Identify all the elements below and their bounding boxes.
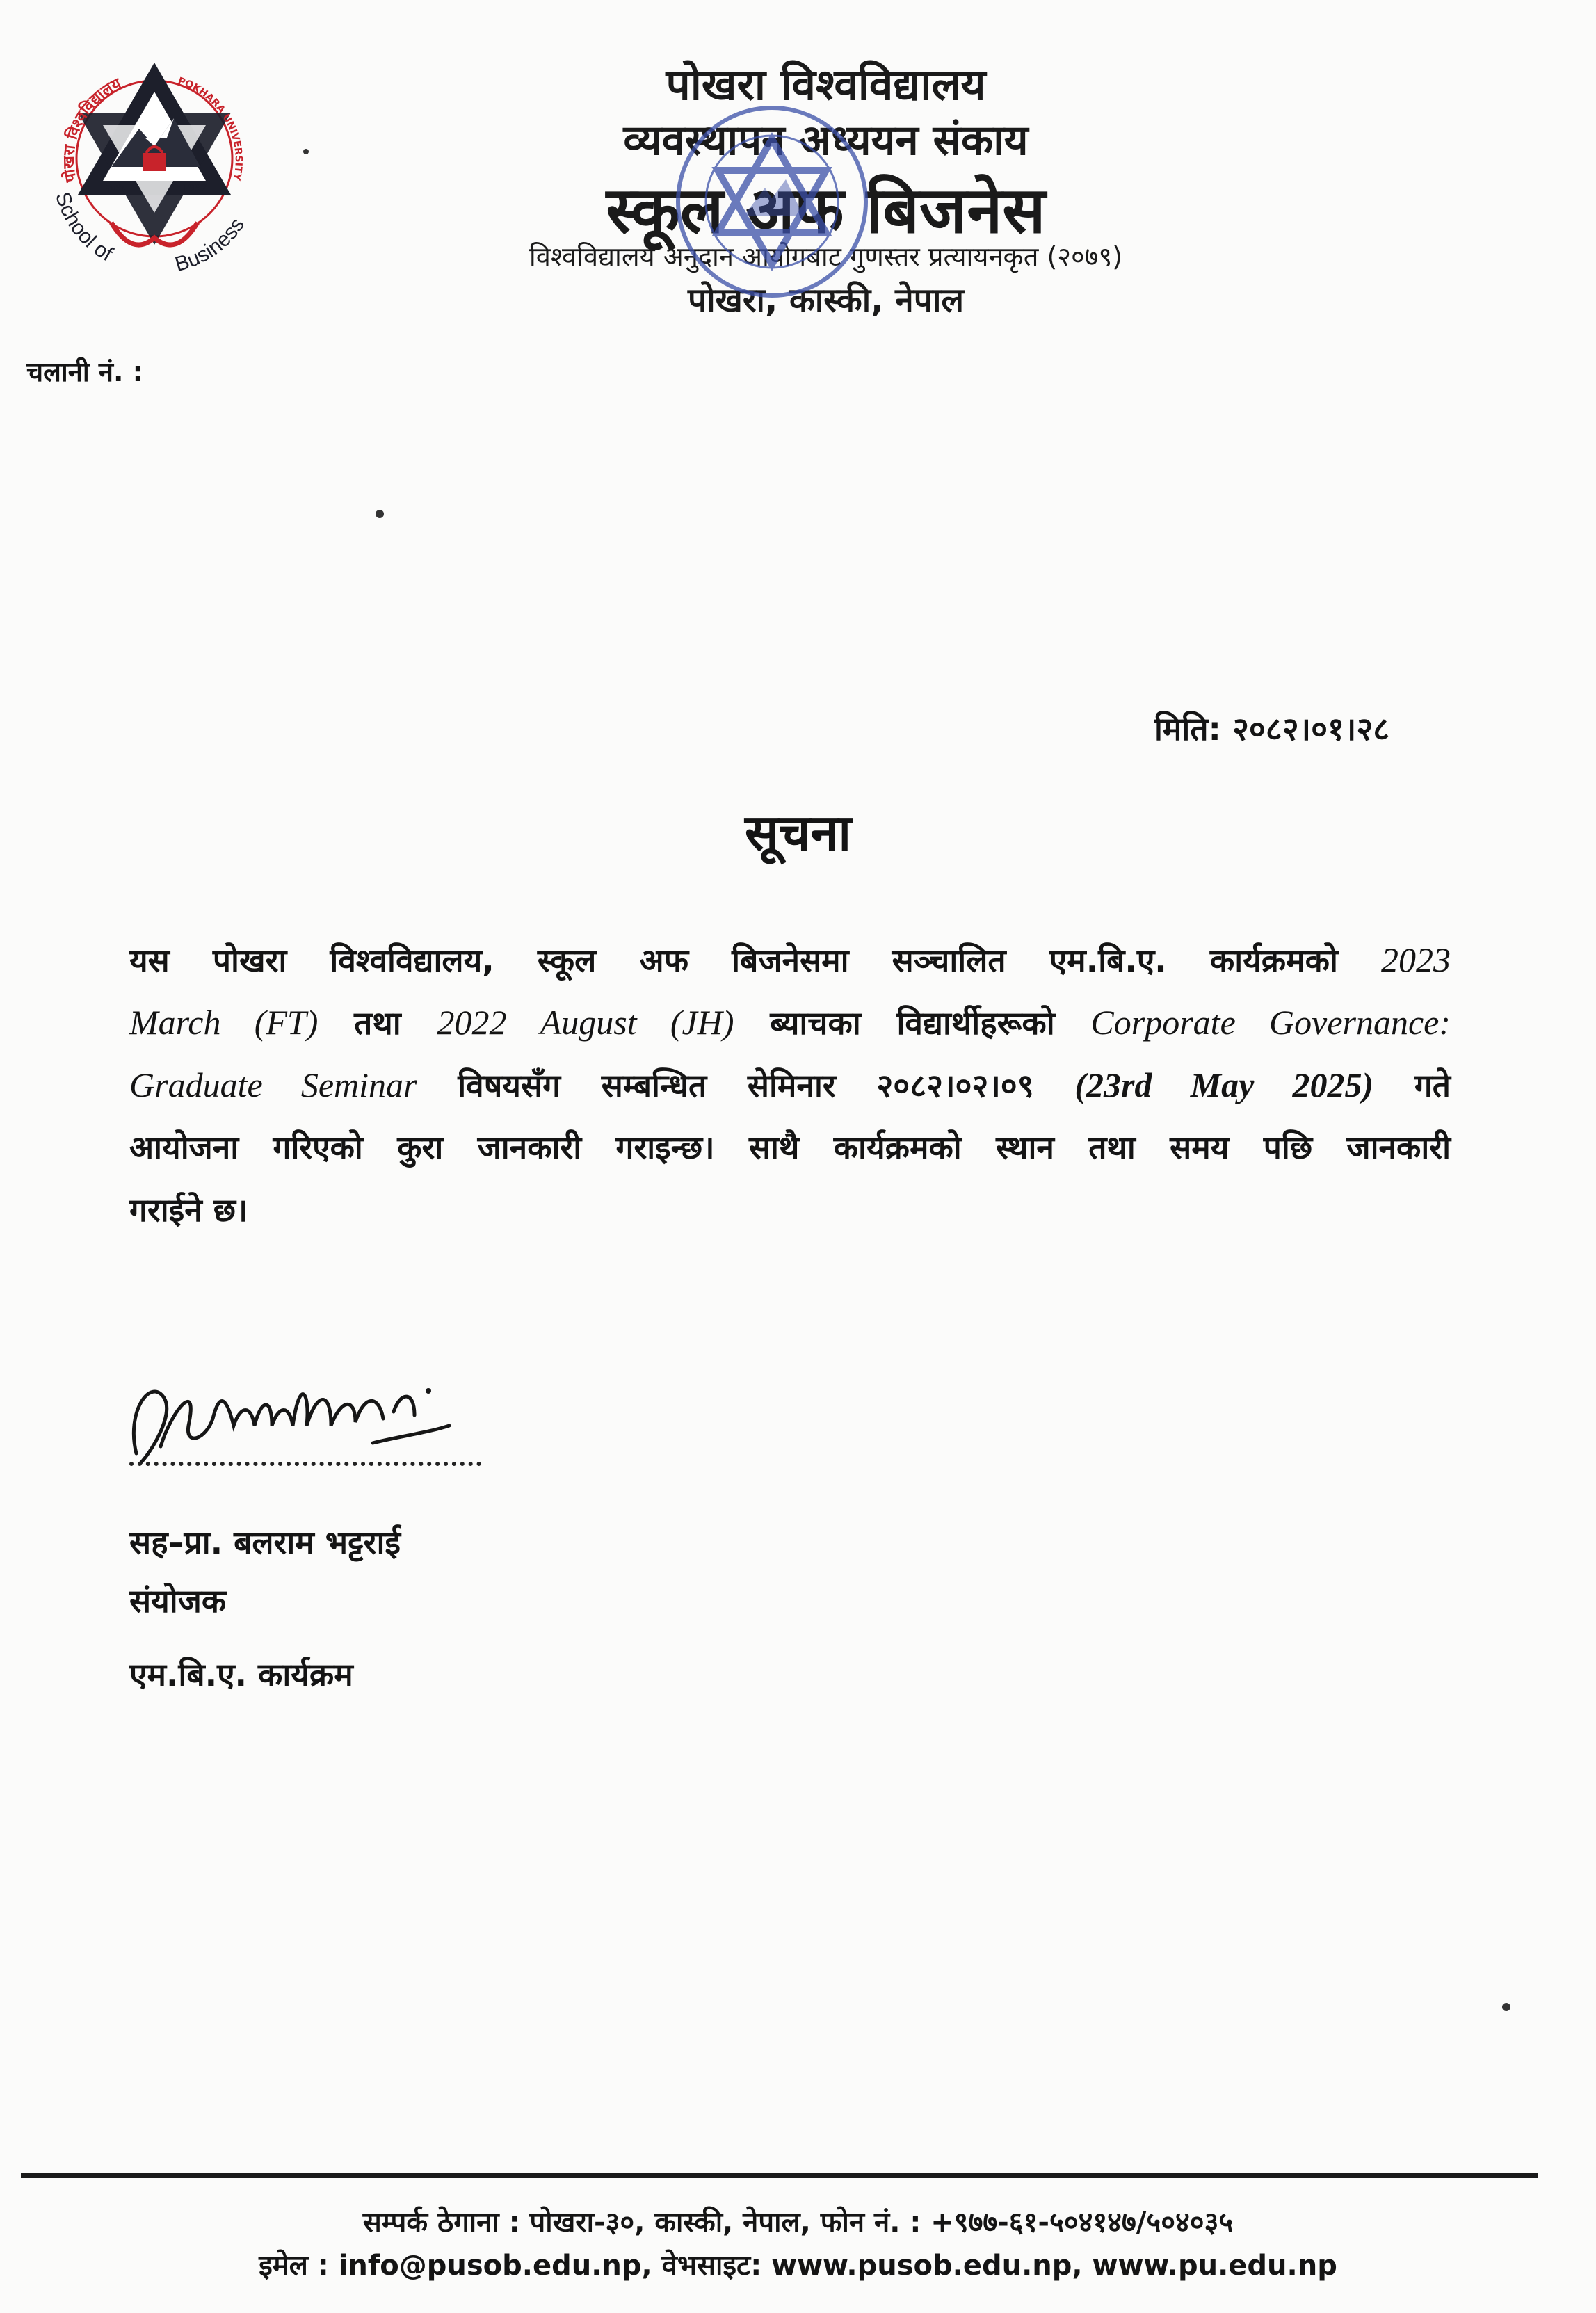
signatory-role: संयोजक: [129, 1582, 227, 1620]
accreditation-line: विश्वविद्यालय अनुदान आयोगबाट गुणस्तर प्रत्यायनकृत (२०७९): [529, 241, 1123, 272]
notice-line: [129, 1116, 1451, 1179]
logo-arc-right-text: POKHARA UNIVERSITY: [176, 75, 244, 182]
signature-dotted-line: [129, 1462, 481, 1466]
footer-web-line: इमेल : info@pusob.edu.np, वेभसाइट: www.pusob.edu.np, www.pu.edu.np: [259, 2250, 1337, 2282]
notice-text-segment: (23rd May 2025): [1074, 1065, 1374, 1104]
paper-speck: [1502, 2003, 1510, 2011]
footer-contact-line: सम्पर्क ठेगाना : पोखरा-३०, कास्की, नेपाल, फोन नं. : +९७७-६१-५०४१४७/५०४०३५: [362, 2207, 1234, 2239]
notice-text-segment: यस पोखरा विश्वविद्यालय, स्कूल अफ बिजनेसमा सञ्चालित एम.बि.ए. कार्यक्रमको: [129, 942, 1381, 979]
reference-number-label: चलानी नं. :: [26, 357, 143, 387]
paper-speck: [376, 510, 384, 518]
paper-speck: [303, 149, 309, 154]
notice-title: सूचना: [744, 803, 851, 862]
notice-line: [129, 991, 1451, 1054]
notice-text-segment: तथा: [318, 1004, 437, 1042]
notice-text-segment: आयोजना गरिएको कुरा जानकारी गराइन्छ। साथै कार्यक्रमको स्थान तथा समय पछि जानकारी: [129, 1129, 1451, 1166]
footer-divider: [21, 2173, 1538, 2178]
signatory-name: सह–प्रा. बलराम भट्टराई: [129, 1524, 401, 1561]
letterhead-address: पोखरा, कास्की, नेपाल: [687, 281, 965, 320]
university-name: पोखरा विश्वविद्यालय: [666, 59, 986, 110]
notice-text-segment: 2023: [1381, 940, 1451, 979]
logo-school-right-text: Business: [172, 213, 250, 277]
notice-line: [129, 1054, 1451, 1116]
signatory-program: एम.बि.ए. कार्यक्रम: [129, 1656, 353, 1693]
faculty-name: व्यवस्थापन अध्ययन संकाय: [623, 116, 1029, 165]
notice-body: [129, 928, 1451, 1241]
logo-arc-left-text: पोखरा विश्वविद्यालय: [61, 74, 124, 184]
notice-text-segment: विषयसँग सम्बन्धित सेमिनार २०८२।०२।०९: [417, 1067, 1075, 1104]
handwritten-signature: [122, 1349, 484, 1488]
logo-year-right: 1997: [182, 183, 207, 194]
notice-text-segment: March (FT): [129, 1003, 319, 1042]
notice-date: मिति: २०८२।०१।२८: [1154, 710, 1390, 748]
notice-text-segment: Corporate Governance:: [1090, 1003, 1451, 1042]
notice-text-segment: 2022 August (JH): [437, 1003, 734, 1042]
official-stamp-seal: [668, 97, 876, 306]
notice-line: [129, 928, 1451, 991]
school-name: स्कूल अफ बिजनेस: [606, 173, 1046, 248]
notice-text-segment: गते: [1373, 1067, 1451, 1104]
logo-school-left-text: School of: [50, 189, 117, 266]
notice-text-segment: गराईने छ।: [129, 1191, 248, 1229]
logo-year-left: २०४८: [106, 183, 127, 194]
notice-text-segment: Graduate Seminar: [129, 1065, 417, 1104]
notice-line: [129, 1179, 1451, 1241]
notice-text-segment: ब्याचका विद्यार्थीहरूको: [734, 1004, 1091, 1042]
